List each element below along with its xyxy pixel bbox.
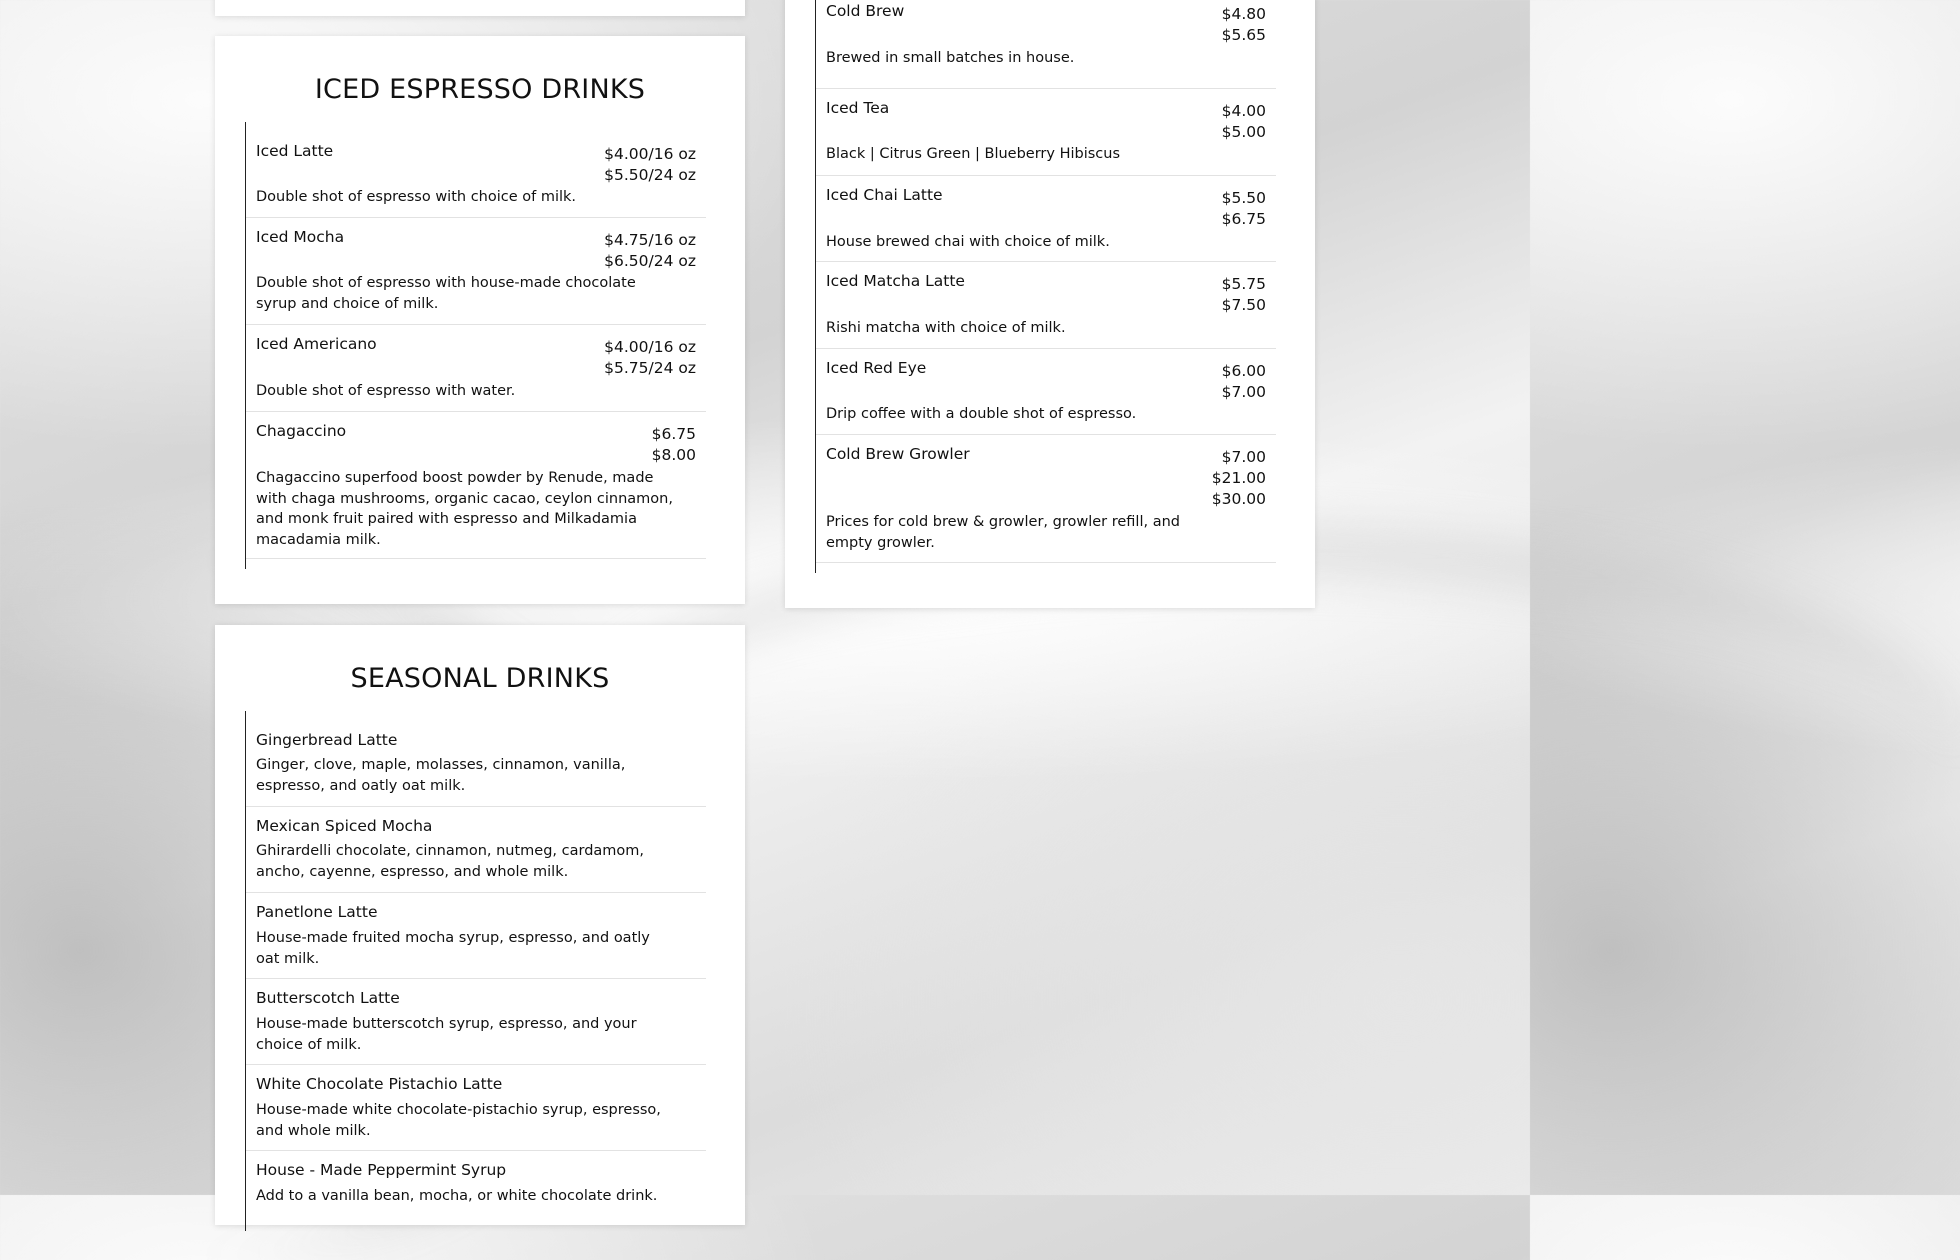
item-price: $4.00/16 oz (604, 145, 696, 163)
item-prices (604, 337, 696, 379)
item-price: $4.80 (1221, 5, 1266, 23)
menu-panel-previous (215, 0, 745, 16)
item-list-cold-drinks (815, 0, 1276, 573)
item-prices (1222, 274, 1266, 316)
item-description: Double shot of espresso with house-made chocolate syrup and choice of milk. (256, 275, 636, 312)
item-description: House-made fruited mocha syrup, espresso, and oatly oat milk. (256, 930, 650, 967)
item-price: $4.00/16 oz (604, 338, 696, 356)
item-name: Mexican Spiced Mocha (256, 817, 433, 835)
item-price: $30.00 (1211, 490, 1266, 508)
item-description: Double shot of espresso with choice of milk. (256, 189, 577, 205)
item-name: Iced Mocha (256, 228, 345, 246)
menu-item-mexican-spiced-mocha (246, 807, 706, 893)
menu-item-panetlone-latte (246, 893, 706, 979)
item-name: Butterscotch Latte (256, 989, 400, 1007)
item-price: $4.00 (1221, 102, 1266, 120)
menu-item-iced-americano (246, 325, 706, 412)
menu-item-gingerbread-latte (246, 711, 706, 807)
item-price: $5.75 (1221, 275, 1266, 293)
item-description: Add to a vanilla bean, mocha, or white chocolate drink. (256, 1188, 658, 1204)
item-price: $21.00 (1211, 469, 1266, 487)
menu-item-chagaccino (246, 412, 706, 559)
item-description: Ghirardelli chocolate, cinnamon, nutmeg, cardamom, ancho, cayenne, espresso, and whole milk. (256, 843, 645, 880)
item-price: $6.50/24 oz (604, 252, 696, 270)
item-price: $8.00 (651, 446, 696, 464)
item-price: $5.00 (1221, 123, 1266, 141)
item-name: Cold Brew Growler (826, 445, 970, 463)
item-price: $6.75 (1221, 210, 1266, 228)
item-price: $7.00 (1221, 448, 1266, 466)
item-prices (604, 144, 696, 186)
menu-panel-cold-drinks (785, 0, 1315, 608)
section-title-seasonal: SEASONAL DRINKS (350, 663, 610, 694)
item-name: Gingerbread Latte (256, 731, 398, 749)
item-price: $5.65 (1221, 26, 1266, 44)
item-list-iced-espresso (245, 122, 706, 569)
item-description: Drip coffee with a double shot of espresso. (826, 406, 1137, 422)
item-price: $5.50 (1221, 189, 1266, 207)
menu-item-iced-tea (816, 89, 1276, 176)
item-name: Iced Americano (256, 335, 377, 353)
menu-item-peppermint-syrup (246, 1151, 706, 1231)
item-list-seasonal (245, 711, 706, 1231)
menu-item-cold-brew (816, 0, 1276, 89)
item-description: Black | Citrus Green | Blueberry Hibiscus (826, 146, 1121, 162)
menu-item-iced-matcha-latte (816, 262, 1276, 349)
item-name: White Chocolate Pistachio Latte (256, 1075, 503, 1093)
item-description: Prices for cold brew & growler, growler refill, and empty growler. (826, 514, 1180, 551)
item-price: $5.50/24 oz (604, 166, 696, 184)
item-name: Iced Latte (256, 142, 334, 160)
item-prices (1212, 447, 1266, 510)
item-name: House - Made Peppermint Syrup (256, 1161, 507, 1179)
item-description: House-made white chocolate-pistachio syrup, espresso, and whole milk. (256, 1102, 661, 1139)
item-description: House brewed chai with choice of milk. (826, 234, 1110, 250)
item-name: Iced Chai Latte (826, 186, 943, 204)
item-price: $6.75 (651, 425, 696, 443)
menu-item-cold-brew-growler (816, 435, 1276, 563)
item-prices (1222, 188, 1266, 230)
item-name: Iced Red Eye (826, 359, 927, 377)
menu-item-butterscotch-latte (246, 979, 706, 1065)
menu-item-iced-latte (246, 122, 706, 218)
item-description: Ginger, clove, maple, molasses, cinnamon, vanilla, espresso, and oatly oat milk. (256, 757, 626, 794)
item-price: $4.75/16 oz (604, 231, 696, 249)
item-name: Iced Tea (826, 99, 890, 117)
item-name: Iced Matcha Latte (826, 272, 965, 290)
item-prices (652, 424, 696, 466)
item-description: Brewed in small batches in house. (826, 50, 1075, 66)
section-title-iced-espresso: ICED ESPRESSO DRINKS (314, 74, 646, 105)
item-price: $7.00 (1221, 383, 1266, 401)
menu-item-iced-mocha (246, 218, 706, 325)
item-name: Chagaccino (256, 422, 347, 440)
item-prices (1222, 4, 1266, 46)
item-description: Chagaccino superfood boost powder by Renude, made with chaga mushrooms, organic cacao, ceylon cinnamon, and monk fruit paired with espresso and Milkadamia macadamia milk. (256, 470, 673, 548)
item-price: $5.75/24 oz (604, 359, 696, 377)
item-description: Rishi matcha with choice of milk. (826, 320, 1066, 336)
item-price: $6.00 (1221, 362, 1266, 380)
menu-item-white-chocolate-pistachio-latte (246, 1065, 706, 1151)
item-prices (1222, 361, 1266, 403)
item-name: Cold Brew (826, 2, 905, 20)
menu-panel-iced-espresso (215, 36, 745, 604)
menu-item-iced-chai-latte (816, 176, 1276, 262)
item-prices (1222, 101, 1266, 143)
menu-panel-seasonal (215, 625, 745, 1225)
item-description: House-made butterscotch syrup, espresso, and your choice of milk. (256, 1016, 637, 1053)
menu-item-iced-red-eye (816, 349, 1276, 435)
item-price: $7.50 (1221, 296, 1266, 314)
item-prices (604, 230, 696, 272)
item-description: Double shot of espresso with water. (256, 383, 516, 399)
item-name: Panetlone Latte (256, 903, 378, 921)
